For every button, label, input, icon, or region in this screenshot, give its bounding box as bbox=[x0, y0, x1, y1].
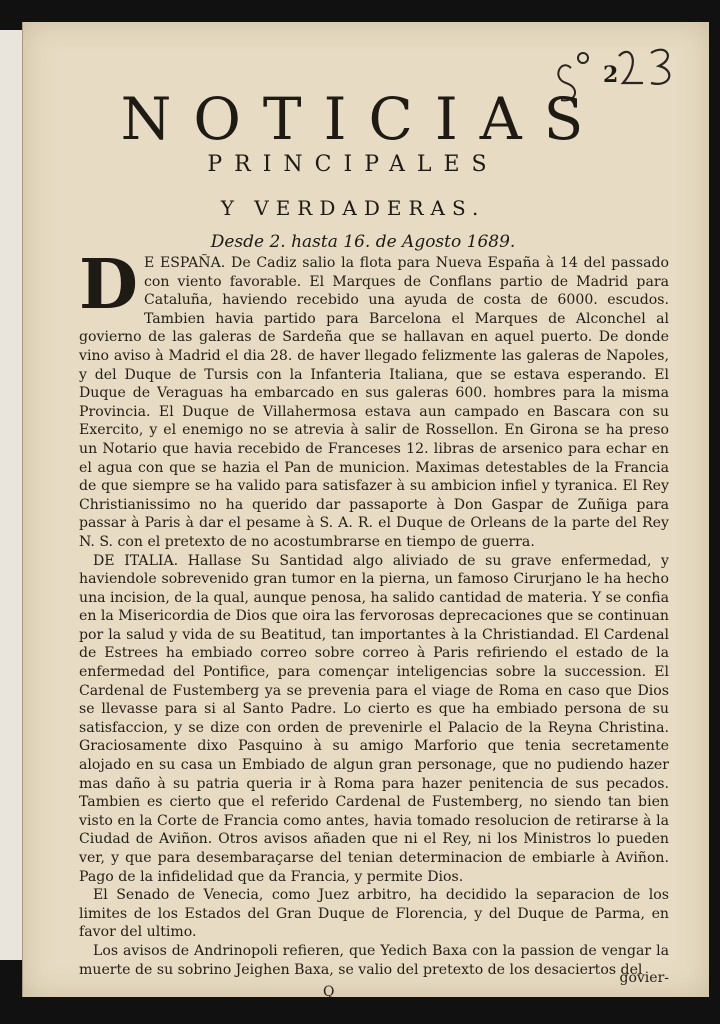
handwritten-note bbox=[553, 30, 625, 60]
dateline: Desde 2. hasta 16. de Agosto 1689. bbox=[210, 232, 516, 252]
masthead-subtitle: PRINCIPALES bbox=[207, 152, 499, 177]
article-body bbox=[79, 245, 669, 979]
signature-mark: Q bbox=[323, 984, 335, 1000]
paragraph-venice: El Senado de Venecia, como Juez arbitro, ha decidido la separacion de los limites de los Estados del Gran Duque de Florencia, y del Duque de Parma, en favor del ultimo. bbox=[79, 887, 669, 941]
masthead-title: NOTICIAS bbox=[120, 85, 606, 153]
catchword: govier- bbox=[619, 970, 669, 986]
folio-number: 2 bbox=[603, 62, 619, 88]
paragraph-italy: DE ITALIA. Hallase Su Santidad algo aliviado de su grave enfermedad, y haviendole sobrevenido gran tumor en la pierna, un famoso Cirurjano le ha hecho una incision, de la qual, aunque penosa, ha salido cantidad de materia. Y se confia en la Misericordia de Dios que oira las fervorosas deprecaciones que se continuan por la salud y vida de su Beatitud, tan importantes à la Christiandad. El Cardenal de Estrees ha embiado correo sobre correo à Paris refiriendo el estado de la enfermedad del Pontifice, para començar inteligencias sobre la succession. El Cardenal de Fustemberg ya se prevenia para el viage de Roma en caso que Dios se llevasse para si al Santo Padre. Lo cierto es que ha embiado persona de su satisfaccion, y se dize con orden de prevenirle el Palacio de la Reyna Christina. Graciosamente dixo Pasquino à su amigo Marforio que tenia secretamente alojado en su casa un Embiado de algun gran personage, que no pudiendo hazer mas daño à su patria queria ir à Roma para hazer penitencia de sus pecados. Tambien es cierto que el referido Cardenal de Fustemberg, no siendo tan bien visto en la Corte de Francia como antes, havia tomado resolucion de retirarse à la Ciudad de Aviñon. Otros avisos añaden que ni el Rey, ni los Ministros lo pueden ver, y que para desembaraçarse del tenian determinacion de embiarle à Aviñon. Pago de la infidelidad que da Francia, y permite Dios. bbox=[79, 552, 669, 885]
masthead-subtitle-2: Y VERDADERAS. bbox=[220, 196, 486, 220]
drop-cap: D bbox=[79, 245, 138, 325]
paragraph-text: E ESPAÑA. De Cadiz salio la flota para Nueva España à 14 del passado con viento favorable. El Marques de Conflans partio de Madrid para Cataluña, haviendo recebido una ayuda de costa de 6000. escudos. Tambien havia partido para Barcelona el Marques de Alconchel al govierno de las galeras de Sardeña que se hallavan en aquel puerto. De donde vino aviso à Madrid el dia 28. de haver llegado felizmente las galeras de Napoles, y del Duque de Tursis con la Infanteria Italiana, que se estava esperando. El Duque de Veraguas ha embarcado en sus galeras 600. hombres para la misma Provincia. El Duque de Villahermosa estava aun campado en Bascara con su Exercito, y el enemigo no se atrevia à salir de Rossellon. En Girona se ha preso un Notario que havia recebido de Franceses 12. libras de arsenico para echar en el agua con que se hazia el Pan de municion. Maximas detestables de la Francia de que siempre se ha valido para satisfazer à su ambicion infiel y tyranica. El Rey Christianissimo no ha querido dar passaporte à Don Gaspar de Zuñiga para passar à Paris à dar el pesame à S. A. R. el Duque de Orleans de la parte del Rey N. S. con el pretexto de no acostumbrarse en tiempo de guerra. bbox=[79, 255, 669, 550]
adjacent-page-edge bbox=[0, 30, 23, 960]
paragraph-spain bbox=[79, 245, 669, 552]
document-page bbox=[22, 22, 709, 1000]
paragraph-andrinopoli: Los avisos de Andrinopoli refieren, que Yedich Baxa con la passion de vengar la muerte de su sobrino Jeighen Baxa, se valio del pretexto de los desaciertos del bbox=[79, 942, 669, 978]
